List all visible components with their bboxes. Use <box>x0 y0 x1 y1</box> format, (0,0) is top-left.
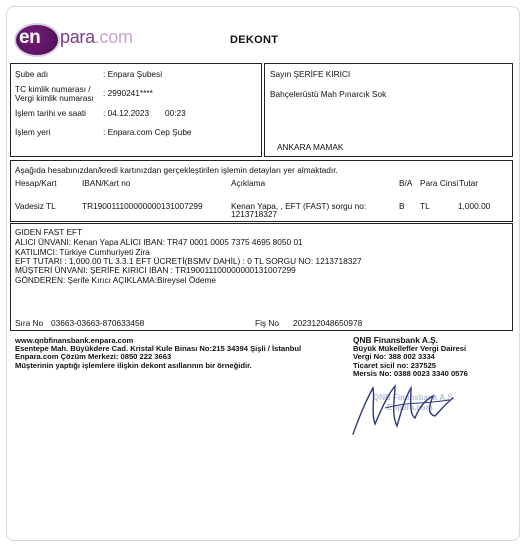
document-title: DEKONT <box>230 34 279 46</box>
bank-name: QNB Finansbank A.Ş. <box>353 335 438 345</box>
eft-line-1: GIDEN FAST EFT <box>15 227 83 237</box>
tc-value: : 2990241**** <box>103 88 153 98</box>
branch-label: Şube adı <box>15 69 49 79</box>
logo-com-text: .com <box>94 27 133 47</box>
row-description-line1: Kenan Yapa, , EFT (FAST) sorgu no: <box>231 201 367 211</box>
tax-office: Büyük Mükellefler Vergi Dairesi <box>353 344 467 353</box>
stamp-line-1: QNB Finansbank A.Ş. <box>373 393 455 402</box>
logo-en-text: en <box>19 27 41 48</box>
stamp-line-2: Enpara.com <box>387 403 433 412</box>
bank-stamp-signature <box>345 378 460 438</box>
sequence-label: Sıra No <box>15 318 44 328</box>
sequence-value: 03663-03663-870633458 <box>51 318 145 328</box>
customer-greeting: Sayın ŞERİFE KIRICI <box>270 69 351 79</box>
trade-registry: Ticaret sicil no: 237525 <box>353 361 437 370</box>
footer-call-center: Enpara.com Çözüm Merkezi: 0850 222 3663 <box>15 352 172 361</box>
receipt-no-label: Fiş No <box>255 318 279 328</box>
eft-line-5: MÜŞTERİ ÜNVANI: ŞERİFE KIRICI IBAN : TR190011100000000131007299 <box>15 265 296 275</box>
col-header-account: Hesap/Kart <box>15 178 57 188</box>
row-currency: TL <box>420 201 430 211</box>
tc-label-line1: TC kimlik numarası / <box>15 84 91 94</box>
row-amount: 1,000.00 <box>458 201 491 211</box>
logo-para-text: para <box>60 27 95 47</box>
col-header-amount: Tutar <box>459 178 479 188</box>
mersis-number: Mersis No: 0388 0023 3340 0576 <box>353 369 468 378</box>
logo-wordmark <box>60 27 133 48</box>
receipt-no-value: 202312048650978 <box>293 318 363 328</box>
location-value: : Enpara.com Cep Şube <box>103 127 192 137</box>
location-label: İşlem yeri <box>15 127 51 137</box>
tc-label-line2: Vergi kimlik numarası <box>15 93 94 103</box>
customer-address: Bahçelerüstü Mah Pınarcık Sok <box>270 89 387 99</box>
branch-value: : Enpara Şubesi <box>103 69 163 79</box>
col-header-currency: Para Cinsi <box>420 178 459 188</box>
col-header-description: Açıklama <box>231 178 266 188</box>
row-account: Vadesiz TL <box>15 201 56 211</box>
row-description-line2: 1213718327 <box>231 209 278 219</box>
eft-line-4: EFT TUTARI : 1,000.00 TL 3.3.1 EFT ÜCRETİ(BSMV DAHİL) : 0 TL SORGU NO: 1213718327 <box>15 256 362 266</box>
time-value: 00:23 <box>165 108 186 118</box>
footer-disclaimer: Müşterinin yaptığı işlemlere ilişkin dekont asıllarının bir örneğidir. <box>15 361 252 370</box>
tax-number: Vergi No: 388 002 3334 <box>353 352 435 361</box>
customer-city: ANKARA MAMAK <box>277 142 344 152</box>
col-header-iban: IBAN/Kart no <box>82 178 131 188</box>
eft-line-6: GÖNDEREN: Şerife Kırıcı AÇIKLAMA:Bireysel Ödeme <box>15 275 217 285</box>
row-ba: B <box>399 201 405 211</box>
footer-website: www.qnbfinansbank.enpara.com <box>15 336 134 345</box>
date-label: İşlem tarihi ve saati <box>15 108 87 118</box>
eft-line-2: ALICI ÜNVANI: Kenan Yapa ALICI IBAN: TR47 0001 0005 7375 4695 8050 01 <box>15 237 303 247</box>
col-header-ba: B/A <box>399 178 413 188</box>
row-iban: TR190011100000000131007299 <box>82 201 203 211</box>
date-value: : 04.12.2023 <box>103 108 150 118</box>
footer-address: Esentepe Mah. Büyükdere Cad. Kristal Kule Binası No:215 34394 Şişli / İstanbul <box>15 344 302 353</box>
detail-intro: Aşağıda hesabınızdan/kredi kartınızdan gerçekleştirilen işlemin detayları yer almaktadır. <box>15 165 338 175</box>
eft-line-3: KATILIMCI: Türkiye Cumhuriyeti Zira <box>15 247 150 257</box>
